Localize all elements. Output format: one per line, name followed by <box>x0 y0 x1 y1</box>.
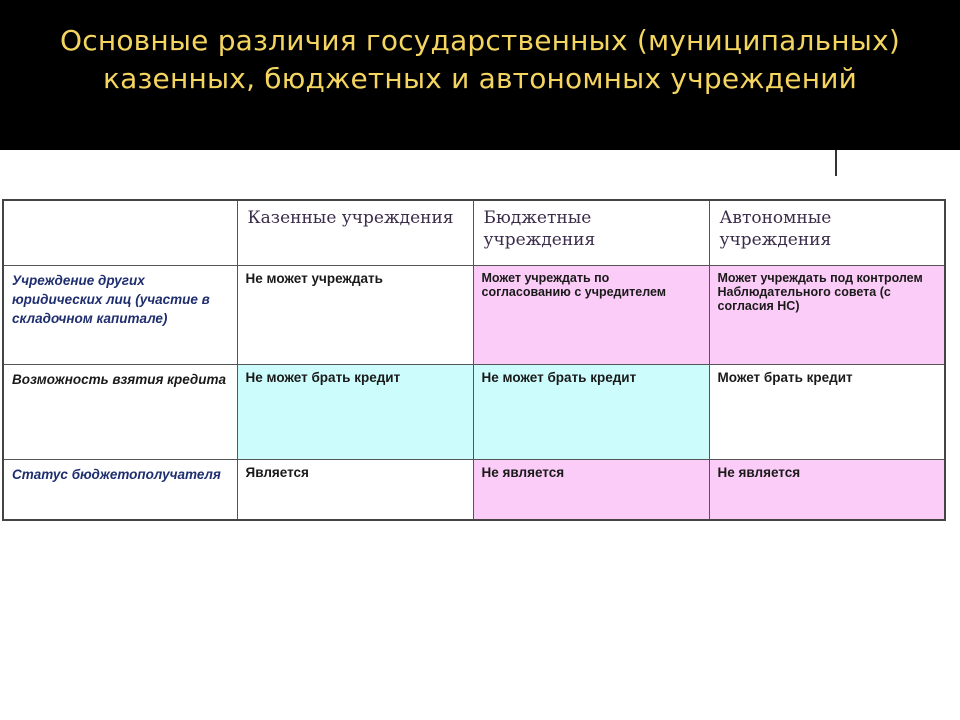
cell-byudzhetnye-uchrezhdenie: Может учреждать по согласованию с учредителем <box>473 265 709 364</box>
cell-kazennye-uchrezhdenie: Не может учреждать <box>237 265 473 364</box>
header-empty-cell <box>3 200 237 265</box>
header-kazennye: Казенные учреждения <box>237 200 473 265</box>
cell-kazennye-status: Является <box>237 459 473 520</box>
cell-avtonomnye-kredit: Может брать кредит <box>709 364 945 459</box>
title-line-2: казенных, бюджетных и автономных учреждений <box>103 62 857 95</box>
slide-title <box>0 22 960 98</box>
title-line-1: Основные различия государственных (муниципальных) <box>60 24 900 57</box>
table-row <box>3 459 945 520</box>
header-byudzhetnye: Бюджетные учреждения <box>473 200 709 265</box>
cell-avtonomnye-status: Не является <box>709 459 945 520</box>
row-label-uchrezhdenie: Учреждение других юридических лиц (участие в складочном капитале) <box>3 265 237 364</box>
comparison-table <box>2 199 946 521</box>
cell-byudzhetnye-kredit: Не может брать кредит <box>473 364 709 459</box>
header-avtonomnye: Автономные учреждения <box>709 200 945 265</box>
cell-avtonomnye-uchrezhdenie: Может учреждать под контролем Наблюдательного совета (с согласия НС) <box>709 265 945 364</box>
table-row <box>3 265 945 364</box>
table-row <box>3 364 945 459</box>
row-label-status: Статус бюджетополучателя <box>3 459 237 520</box>
table-header-row <box>3 200 945 265</box>
cell-byudzhetnye-status: Не является <box>473 459 709 520</box>
title-banner <box>0 0 960 150</box>
divider-line <box>835 150 837 176</box>
cell-kazennye-kredit: Не может брать кредит <box>237 364 473 459</box>
row-label-kredit: Возможность взятия кредита <box>3 364 237 459</box>
